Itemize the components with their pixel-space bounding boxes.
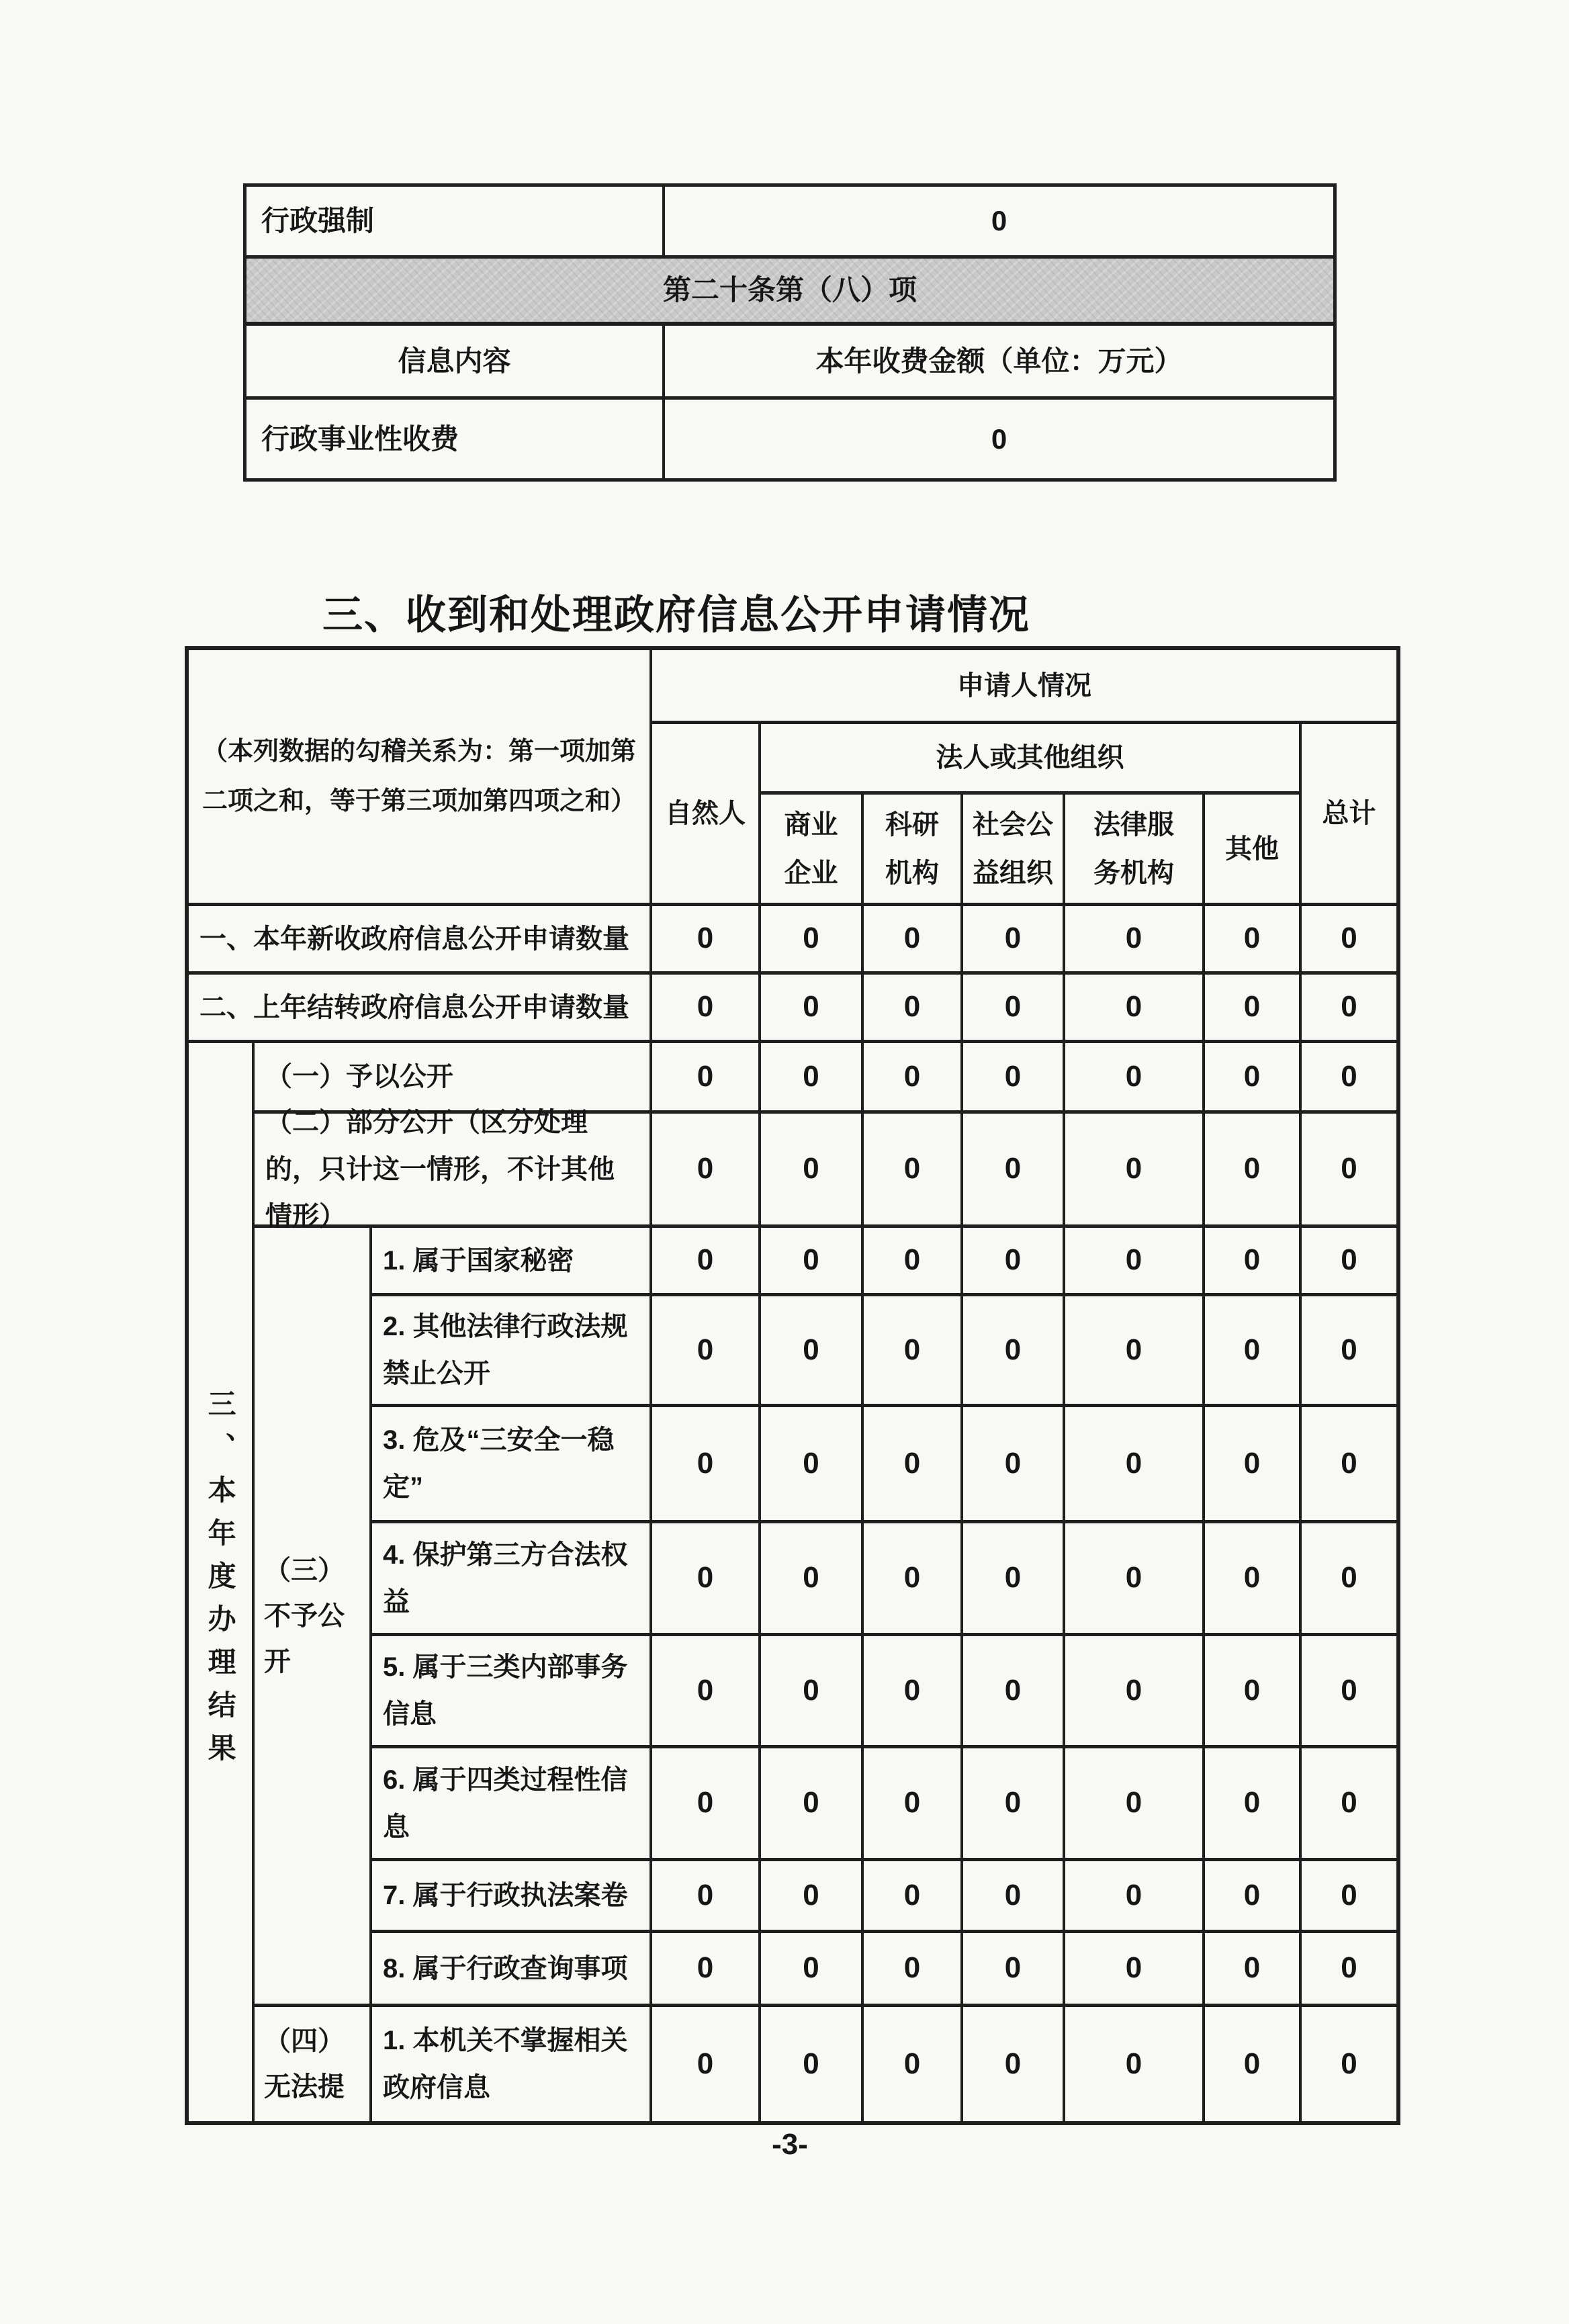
value-cell: 0	[761, 1043, 864, 1114]
row-label: 8. 属于行政查询事项	[372, 1933, 652, 2007]
section-heading: 三、收到和处理政府信息公开申请情况	[322, 592, 1030, 637]
value-cell: 0	[1302, 1228, 1396, 1296]
value-cell: 0	[652, 1296, 761, 1407]
fee-row-label: 行政强制	[246, 187, 665, 259]
value-cell: 0	[1205, 1861, 1302, 1933]
value-cell: 0	[1341, 2047, 1357, 2080]
value-cell: 0	[864, 1748, 963, 1861]
row-label: 一、本年新收政府信息公开申请数量	[189, 906, 652, 975]
row-label: 5. 属于三类内部事务信息	[372, 1636, 652, 1748]
value-cell: 0	[1302, 1296, 1396, 1407]
fee-row-value: 0	[665, 187, 1333, 259]
value-cell: 0	[652, 1228, 761, 1296]
value-cell: 0	[761, 1114, 864, 1228]
value-cell: 0	[963, 906, 1065, 975]
value-cell: 0	[963, 1636, 1065, 1748]
value-cell: 0	[761, 906, 864, 975]
group4-label: （四）无法提	[255, 2007, 372, 2121]
value-cell: 0	[1302, 1748, 1396, 1861]
value-cell: 0	[1205, 1636, 1302, 1748]
value-cell: 0	[1065, 1043, 1205, 1114]
value-cell: 0	[761, 1296, 864, 1407]
value-cell: 0	[1065, 1296, 1205, 1407]
header-research-institution: 科研机构	[864, 795, 963, 906]
row-label: 7. 属于行政执法案卷	[372, 1861, 652, 1933]
value-cell: 0	[1205, 1933, 1302, 2007]
value-cell: 0	[963, 1114, 1065, 1228]
value-cell: 0	[963, 2007, 1065, 2121]
value-cell: 0	[1065, 1933, 1205, 2007]
value-cell: 0	[1302, 1861, 1396, 1933]
value-cell: 0	[1065, 2007, 1205, 2121]
value-cell: 0	[1302, 1523, 1396, 1636]
value-cell: 0	[864, 2007, 963, 2121]
value-cell: 0	[864, 1407, 963, 1523]
value-cell: 0	[963, 1523, 1065, 1636]
fee-header-value: 本年收费金额（单位：万元）	[665, 326, 1333, 400]
value-cell: 0	[1302, 1043, 1396, 1114]
value-cell: 0	[652, 1748, 761, 1861]
group-column-label: 三、本年度办理结果	[189, 1043, 255, 2121]
value-cell: 0	[652, 1407, 761, 1523]
value-cell: 0	[864, 1228, 963, 1296]
value-cell: 0	[652, 1933, 761, 2007]
value-cell: 0	[864, 1043, 963, 1114]
value-cell: 0	[1205, 1748, 1302, 1861]
row-label: 1. 属于国家秘密	[372, 1228, 652, 1296]
value-cell: 0	[1302, 1407, 1396, 1523]
row-label: 4. 保护第三方合法权益	[372, 1523, 652, 1636]
page-number: -3-	[772, 2128, 808, 2161]
value-cell: 0	[1205, 2007, 1302, 2121]
value-cell: 0	[1065, 975, 1205, 1043]
value-cell: 0	[1065, 1748, 1205, 1861]
value-cell: 0	[761, 2007, 864, 2121]
value-cell: 0	[1065, 906, 1205, 975]
value-cell: 0	[761, 1861, 864, 1933]
value-cell: 0	[1065, 1636, 1205, 1748]
value-cell: 0	[1302, 1933, 1396, 2007]
value-cell: 0	[864, 1636, 963, 1748]
value-cell: 0	[652, 1523, 761, 1636]
value-cell: 0	[963, 1748, 1065, 1861]
value-cell: 0	[652, 1114, 761, 1228]
value-cell: 0	[1065, 1114, 1205, 1228]
value-cell: 0	[864, 1861, 963, 1933]
value-cell: 0	[652, 1636, 761, 1748]
value-cell: 0	[1205, 1407, 1302, 1523]
value-cell: 0	[864, 906, 963, 975]
value-cell: 0	[1205, 1296, 1302, 1407]
value-cell: 0	[1205, 1043, 1302, 1114]
fee-header-label: 信息内容	[246, 326, 665, 400]
value-cell: 0	[963, 1933, 1065, 2007]
value-cell: 0	[963, 1043, 1065, 1114]
table-note: （本列数据的勾稽关系为：第一项加第二项之和，等于第三项加第四项之和）	[189, 650, 652, 906]
value-cell: 0	[761, 1636, 864, 1748]
fee-summary-table	[243, 183, 1337, 482]
value-cell: 0	[1065, 1523, 1205, 1636]
value-cell: 0	[963, 1407, 1065, 1523]
value-cell: 0	[1205, 1114, 1302, 1228]
header-legal-or-other: 法人或其他组织	[761, 724, 1302, 795]
row-label: （一）予以公开	[255, 1043, 652, 1114]
value-cell: 0	[963, 1228, 1065, 1296]
request-handling-table	[185, 646, 1400, 2125]
article-band: 第二十条第（八）项	[246, 259, 1333, 326]
fee-row-label: 行政事业性收费	[246, 400, 665, 478]
value-cell: 0	[652, 1043, 761, 1114]
value-cell: 0	[652, 975, 761, 1043]
header-legal-service-org: 法律服务机构	[1065, 795, 1205, 906]
value-cell: 0	[864, 1296, 963, 1407]
header-public-welfare-org: 社会公益组织	[963, 795, 1065, 906]
value-cell: 0	[864, 1114, 963, 1228]
value-cell: 0	[761, 975, 864, 1043]
value-cell: 0	[761, 1748, 864, 1861]
header-applicant: 申请人情况	[652, 650, 1396, 724]
value-cell: 0	[1065, 1228, 1205, 1296]
row-label: 3. 危及“三安全一稳定”	[372, 1407, 652, 1523]
header-commercial-enterprise: 商业企业	[761, 795, 864, 906]
group3-label: （三）不予公开	[255, 1228, 372, 2007]
header-natural-person: 自然人	[652, 724, 761, 906]
value-cell: 0	[652, 1861, 761, 1933]
value-cell: 0	[864, 975, 963, 1043]
row-label: 2. 其他法律行政法规禁止公开	[372, 1296, 652, 1407]
value-cell: 0	[761, 1228, 864, 1296]
fee-row-value: 0	[991, 422, 1007, 455]
value-cell: 0	[864, 1933, 963, 2007]
value-cell: 0	[1205, 1228, 1302, 1296]
value-cell: 0	[1302, 1636, 1396, 1748]
value-cell: 0	[1205, 975, 1302, 1043]
value-cell: 0	[1065, 1407, 1205, 1523]
row-label: 二、上年结转政府信息公开申请数量	[189, 975, 652, 1043]
value-cell: 0	[1065, 1861, 1205, 1933]
value-cell: 0	[761, 1933, 864, 2007]
row-label: 6. 属于四类过程性信息	[372, 1748, 652, 1861]
value-cell: 0	[652, 906, 761, 975]
row-label: （二）部分公开（区分处理的，只计这一情形，不计其他情形）	[255, 1114, 652, 1228]
value-cell: 0	[1302, 1114, 1396, 1228]
value-cell: 0	[761, 1407, 864, 1523]
value-cell: 0	[1205, 906, 1302, 975]
value-cell: 0	[963, 1296, 1065, 1407]
value-cell: 0	[1302, 975, 1396, 1043]
value-cell: 0	[864, 1523, 963, 1636]
header-other: 其他	[1205, 795, 1302, 906]
header-total: 总计	[1302, 724, 1396, 906]
row-label: 1. 本机关不掌握相关政府信息	[372, 2007, 652, 2121]
value-cell: 0	[652, 2007, 761, 2121]
value-cell: 0	[1302, 906, 1396, 975]
value-cell: 0	[963, 1861, 1065, 1933]
value-cell: 0	[1205, 1523, 1302, 1636]
value-cell: 0	[963, 975, 1065, 1043]
value-cell: 0	[761, 1523, 864, 1636]
